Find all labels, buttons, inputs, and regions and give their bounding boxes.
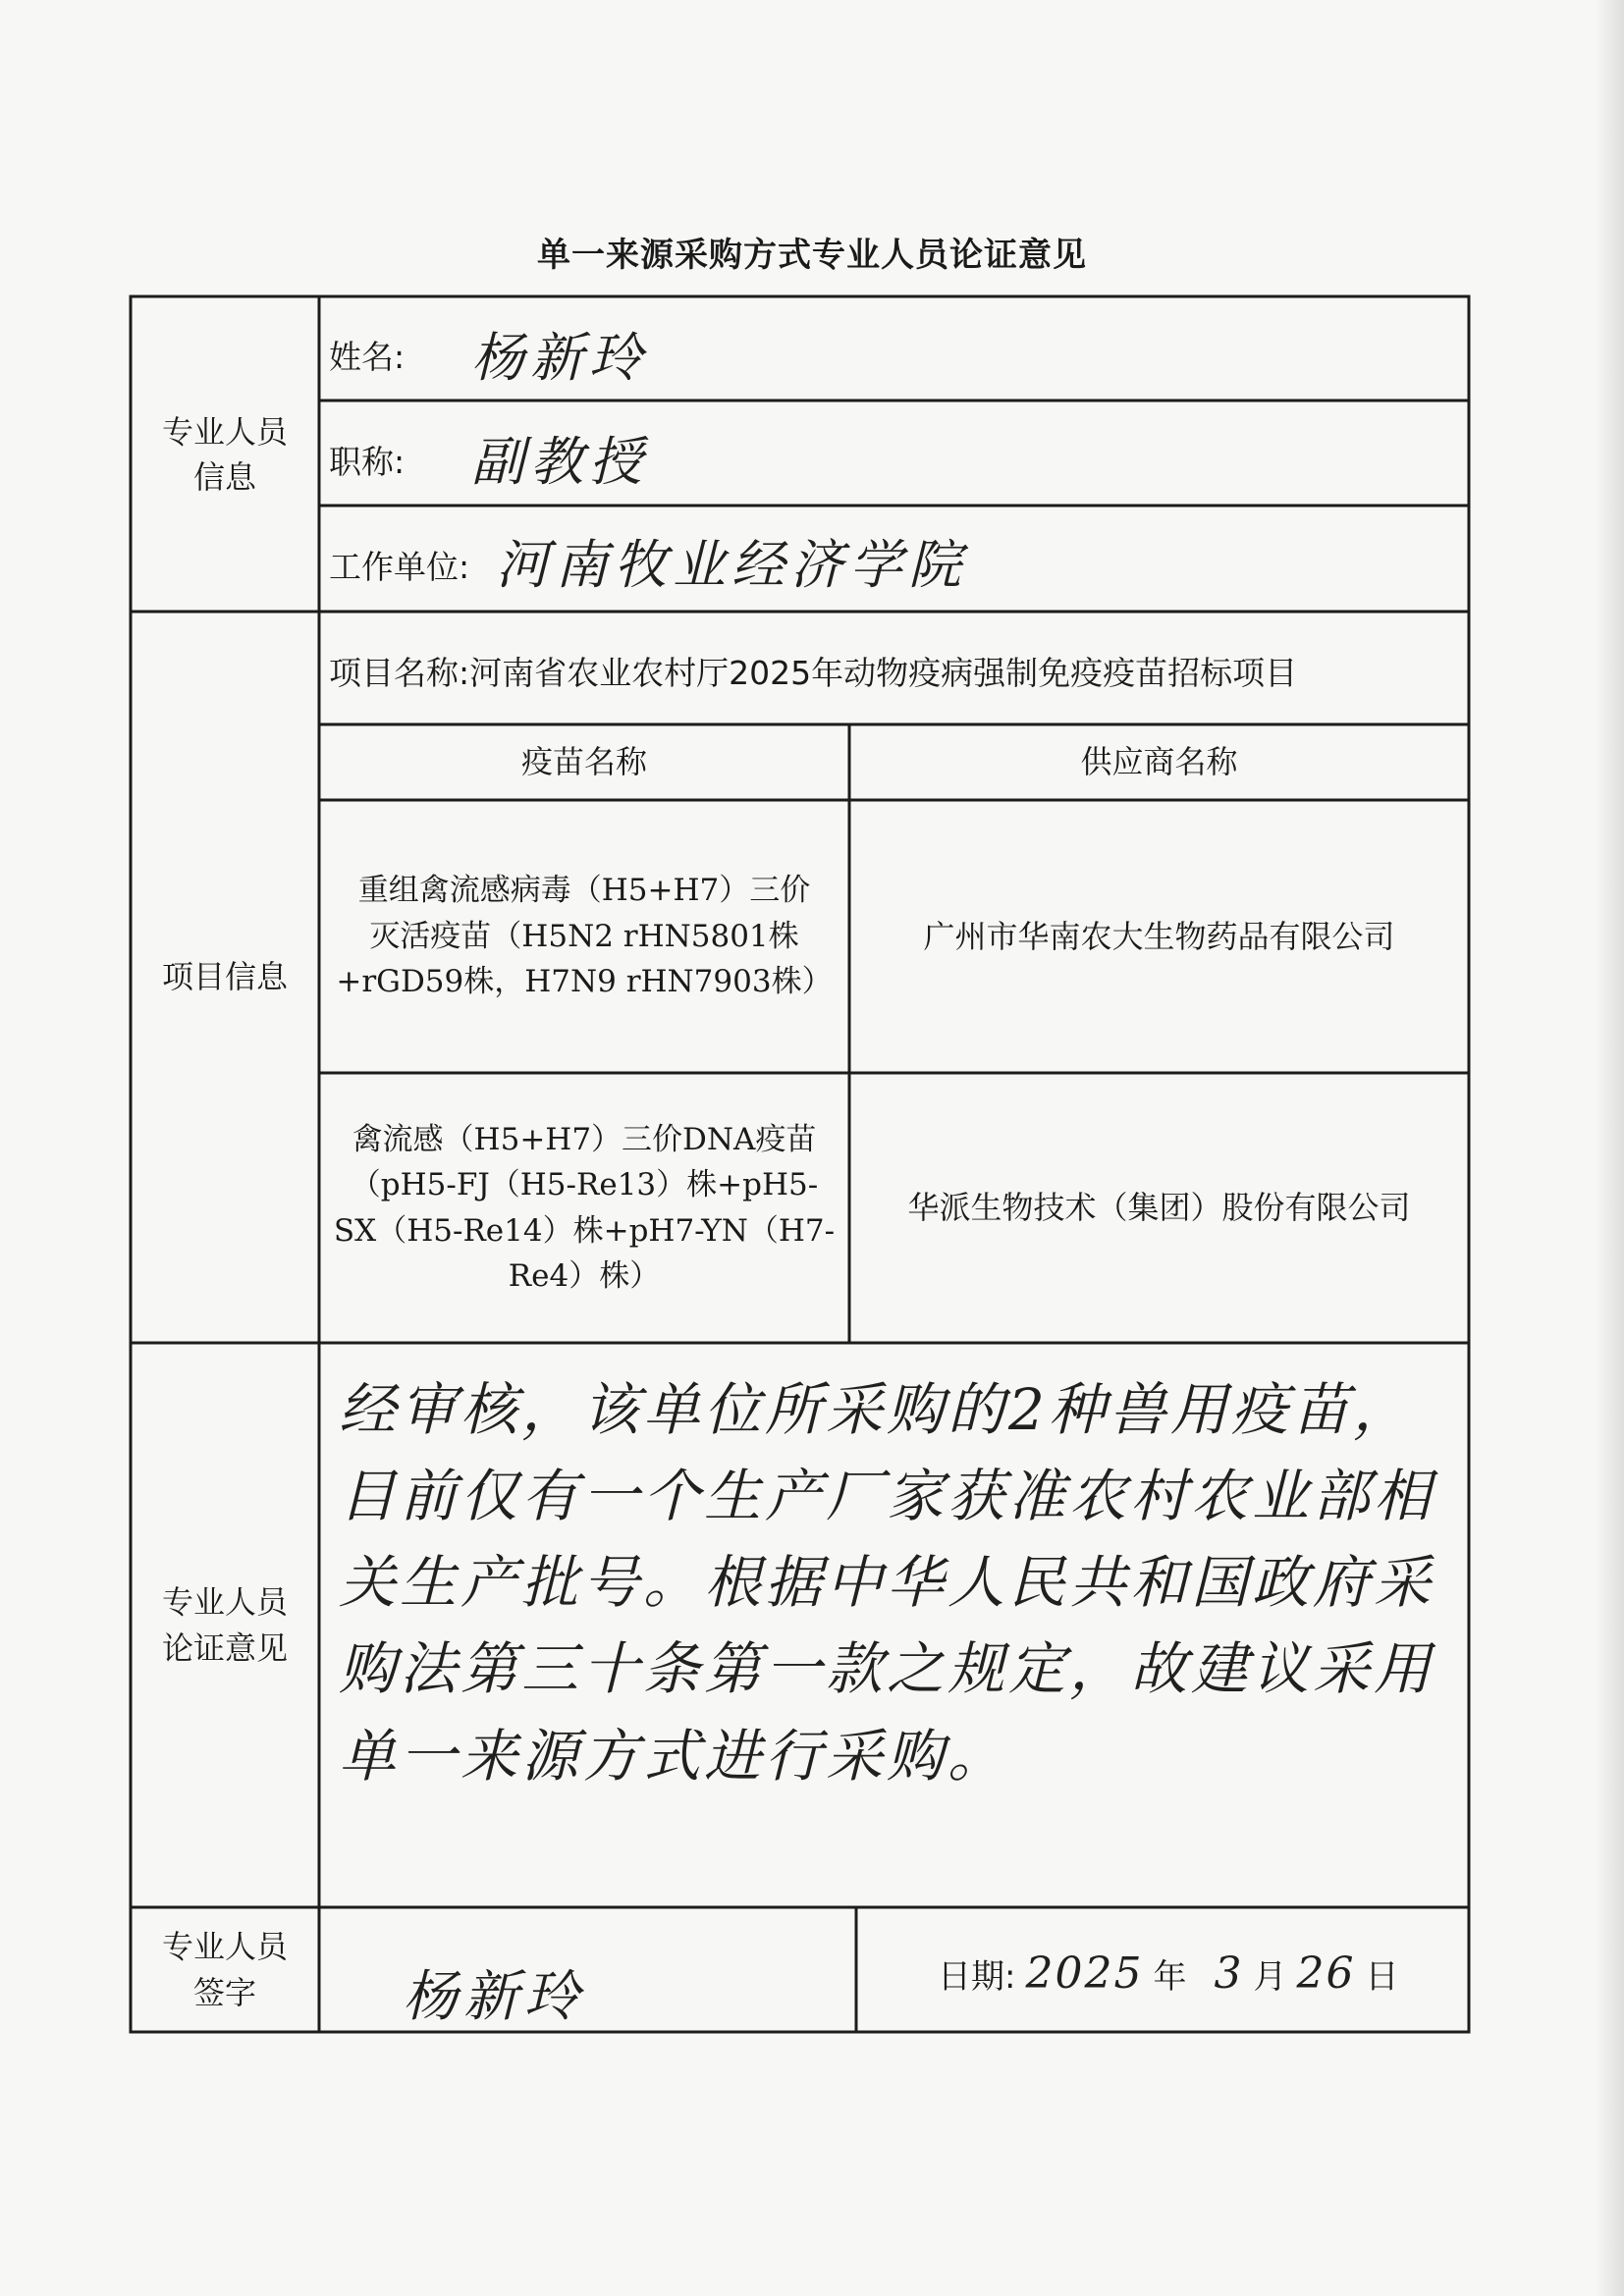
job-title-handwritten: 副教授 <box>471 431 648 493</box>
project-info-label: 项目信息 <box>161 958 288 996</box>
job-title-label: 职称: <box>329 443 406 481</box>
date-year-unit: 年 <box>1153 1957 1187 1997</box>
opinion-handwritten-text: 经审核，该单位所采购的2种兽用疫苗，目前仅有一个生产厂家获准农村农业部相关生产批号。根据中华人民共和国政府采购法第三十条第一款之规定，故建议采用单一来源方式进行采购。 <box>339 1376 1435 1789</box>
table-row-vaccine-2: 禽流感（H5+H7）三价DNA疫苗 （pH5-FJ（H5-Re13）株+pH5- SX（H5-Re14）株+pH7-YN（H7- Re4）株） <box>333 1121 836 1294</box>
vaccine-column-header: 疫苗名称 <box>520 743 647 781</box>
date-month-unit: 月 <box>1253 1957 1287 1997</box>
date-label: 日期: <box>938 1957 1016 1997</box>
signature-label: 专业人员 签字 <box>161 1928 288 2011</box>
date-field <box>938 1949 1398 1999</box>
workplace-label: 工作单位: <box>329 548 470 586</box>
signature-handwritten: 杨新玲 <box>403 1965 585 2029</box>
workplace-handwritten: 河南牧业经济学院 <box>496 534 967 596</box>
table-row-supplier-2: 华派生物技术（集团）股份有限公司 <box>907 1189 1411 1227</box>
expert-info-label: 专业人员 信息 <box>161 412 288 496</box>
date-month: 3 <box>1214 1949 1244 1999</box>
table-row-supplier-1: 广州市华南农大生物药品有限公司 <box>923 917 1395 955</box>
date-day: 26 <box>1296 1949 1356 1999</box>
date-year: 2025 <box>1025 1949 1144 1999</box>
project-name: 项目名称:河南省农业农村厅2025年动物疫病强制免疫疫苗招标项目 <box>329 654 1298 692</box>
supplier-column-header: 供应商名称 <box>1080 743 1238 781</box>
opinion-label: 专业人员 论证意见 <box>161 1583 288 1667</box>
name-label: 姓名: <box>329 338 406 376</box>
table-row-vaccine-1: 重组禽流感病毒（H5+H7）三价 灭活疫苗（H5N2 rHN5801株 +rGD59株，H7N9 rHN7903株） <box>336 873 833 1000</box>
name-handwritten: 杨新玲 <box>471 327 648 389</box>
document-title: 单一来源采购方式专业人员论证意见 <box>537 236 1087 275</box>
date-day-unit: 日 <box>1365 1957 1399 1997</box>
